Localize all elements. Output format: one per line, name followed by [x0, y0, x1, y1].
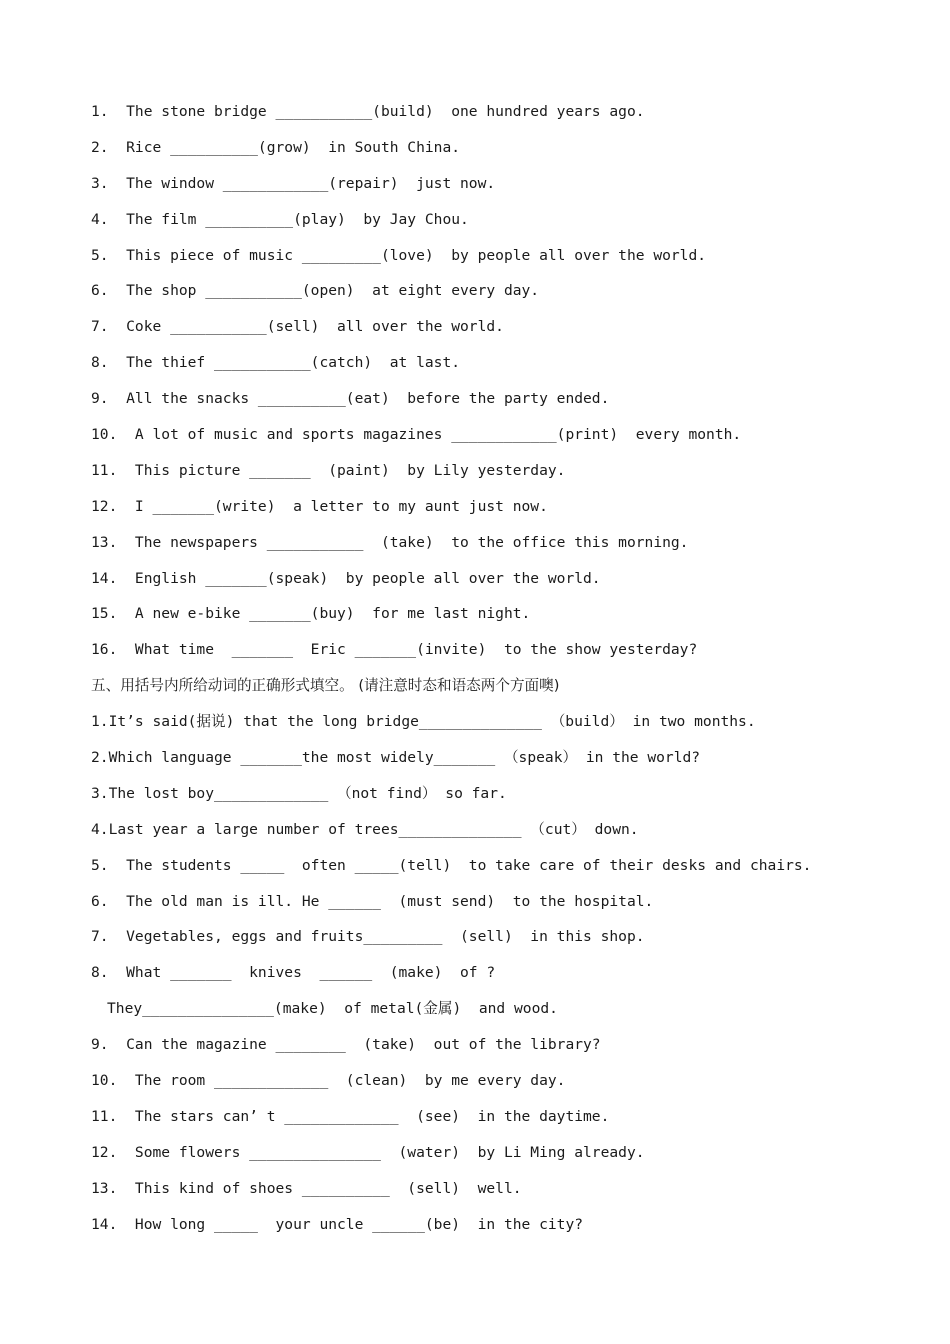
exercise-item: 14. English _______(speak) by people all over the world. [91, 569, 601, 587]
exercise-item: 7. Vegetables, eggs and fruits_________ (sell) in this shop. [91, 928, 645, 946]
exercise-item: 14. How long _____ your uncle ______(be) in the city? [91, 1215, 584, 1233]
exercise-item: 16. What time _______ Eric _______(invite) to the show yesterday? [91, 641, 698, 659]
exercise-item: 10. A lot of music and sports magazines ____________(print) every month. [91, 426, 742, 444]
exercise-item: 15. A new e-bike _______(buy) for me last night. [91, 605, 531, 623]
exercise-item: 13. The newspapers ___________ (take) to the office this morning. [91, 533, 689, 551]
exercise-item: 2.Which language _______the most widely_______ （speak） in the world? [91, 749, 701, 767]
exercise-item: 5. This piece of music _________(love) by people all over the world. [91, 246, 707, 264]
exercise-item: 4. The film __________(play) by Jay Chou. [91, 210, 469, 228]
exercise-item: 9. Can the magazine ________ (take) out of the library? [91, 1036, 601, 1054]
exercise-item: 10. The room _____________ (clean) by me every day. [91, 1072, 566, 1090]
exercise-item: 11. The stars can’ t _____________ (see) in the daytime. [91, 1107, 610, 1125]
exercise-item: 8. The thief ___________(catch) at last. [91, 354, 461, 372]
exercise-item: 3.The lost boy_____________ （not find） so far. [91, 784, 507, 802]
exercise-list [91, 98, 891, 1247]
exercise-item: 12. I _______(write) a letter to my aunt just now. [91, 497, 548, 515]
exercise-item: 7. Coke ___________(sell) all over the world. [91, 318, 504, 336]
exercise-item: 5. The students _____ often _____(tell) to take care of their desks and chairs. [91, 856, 812, 874]
exercise-item: 1. The stone bridge ___________(build) one hundred years ago. [91, 103, 645, 120]
exercise-item: 6. The old man is ill. He ______ (must send) to the hospital. [91, 892, 654, 910]
exercise-item: 1.It’s said(据说) that the long bridge______________ （build） in two months. [91, 713, 756, 731]
exercise-item: 11. This picture _______ (paint) by Lily yesterday. [91, 461, 566, 479]
exercise-item: 12. Some flowers _______________ (water) by Li Ming already. [91, 1143, 645, 1161]
exercise-item: 8. What _______ knives ______ (make) of ? [91, 964, 496, 982]
exercise-item: 6. The shop ___________(open) at eight every day. [91, 282, 540, 300]
exercise-item-continuation: They_______________(make) of metal(金属) and wood. [107, 1000, 558, 1018]
section-heading: 五、用括号内所给动词的正确形式填空。 (请注意时态和语态两个方面噢) [91, 677, 560, 695]
exercise-item: 9. All the snacks __________(eat) before the party ended. [91, 390, 610, 408]
exercise-item: 2. Rice __________(grow) in South China. [91, 138, 461, 156]
exercise-item: 13. This kind of shoes __________ (sell) well. [91, 1179, 522, 1197]
exercise-item: 3. The window ____________(repair) just now. [91, 174, 496, 192]
exercise-item: 4.Last year a large number of trees______________ （cut） down. [91, 820, 639, 838]
